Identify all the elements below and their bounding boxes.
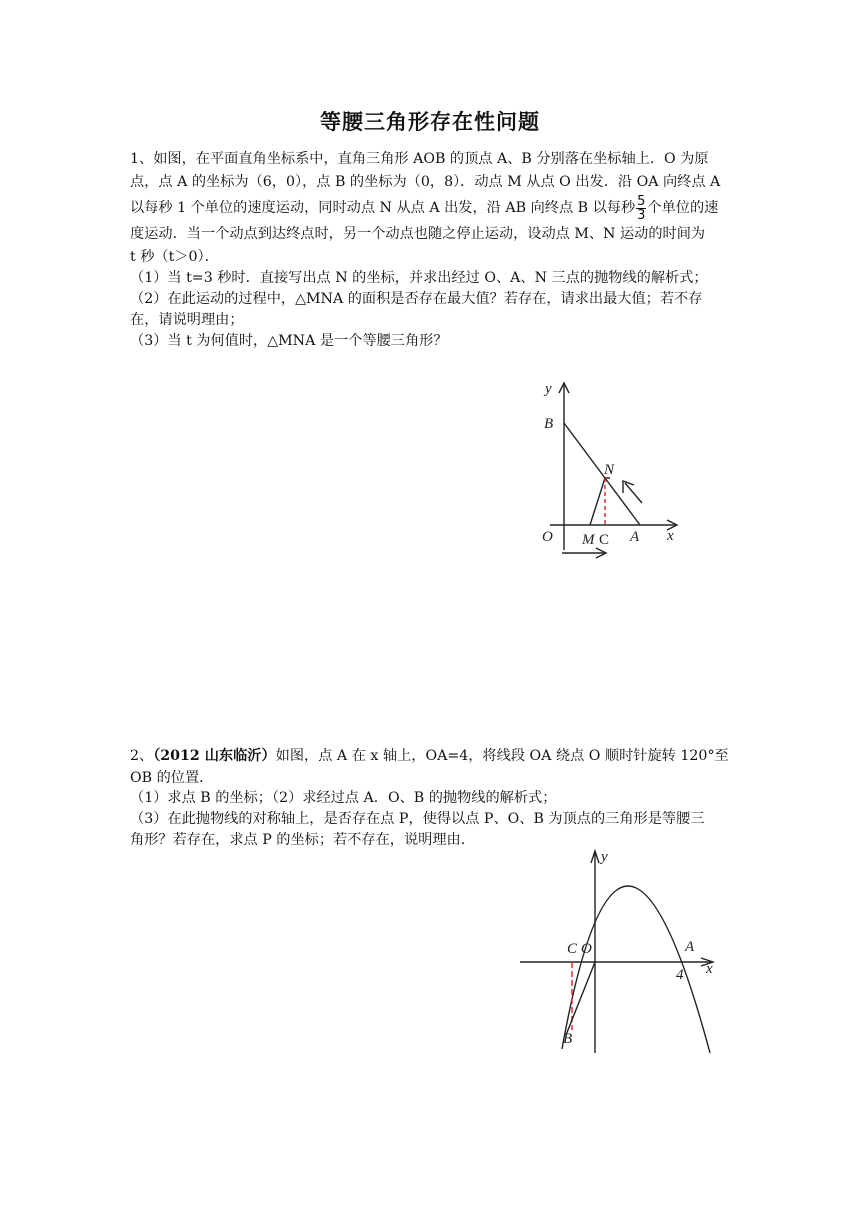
problem-1-line-4: 度运动．当一个动点到达终点时，另一个动点也随之停止运动，设动点 M、N 运动的时间为 [130, 226, 706, 242]
problem-2-intro: 如图，点 A 在 x 轴上，OA=4，将线段 OA 绕点 O 顺时针旋转 120°至 [275, 748, 729, 764]
label-b: B [544, 416, 554, 432]
problem-1-line-3 [130, 193, 740, 223]
label-o: O [581, 941, 592, 957]
problem-2-line-1 [130, 745, 740, 768]
problem-2-source: （2012 山东临沂） [153, 748, 276, 764]
label-x: x [667, 528, 674, 544]
problem-2-question-3: （3）在此抛物线的对称轴上，是否存在点 P，使得以点 P、O、B 为顶点的三角形是等腰三 [130, 810, 705, 827]
segment-mn [590, 478, 605, 525]
problem-1-line-3-before: 以每秒 1 个单位的速度运动，同时动点 N 从点 A 出发，沿 AB 向终点 B 以每秒 [130, 200, 636, 216]
page-title: 等腰三角形存在性问题 [320, 109, 540, 134]
problem-1-line-5: t 秒（t＞0）． [130, 248, 219, 265]
label-a: A [630, 529, 640, 545]
label-c: C [599, 532, 610, 548]
label-n: N [604, 462, 615, 478]
problem-1-line-2: 点，点 A 的坐标为（6，0），点 B 的坐标为（0，8）．动点 M 从点 O 出发．沿 OA 向终点 A [130, 173, 721, 190]
label-c: C [567, 941, 578, 957]
segment-ob [566, 962, 595, 1035]
parabola [562, 886, 710, 1053]
problem-1-question-1: （1）当 t=3 秒时．直接写出点 N 的坐标，并求出经过 O、A、N 三点的抛物线的解析式； [130, 270, 708, 286]
problem-2-question-3-cont: 角形？若存在，求点 P 的坐标；若不存在，说明理由． [130, 831, 475, 848]
problem-1-question-2: （2）在此运动的过程中，△MNA 的面积是否存在最大值？若存在，请求出最大值；若不存 [130, 291, 703, 307]
problem-1-text [130, 148, 740, 352]
problem-1-line-3-after: 个单位的速 [647, 200, 719, 216]
problem-2-line-2: OB 的位置． [130, 769, 214, 786]
n-motion-arrow [625, 483, 642, 503]
fraction-denominator: 3 [637, 207, 646, 223]
problem-1-question-3: （3）当 t 为何值时，△MNA 是一个等腰三角形？ [130, 333, 448, 349]
problem-2-text [130, 745, 740, 851]
label-y: y [545, 381, 552, 397]
segment-ab [564, 423, 640, 525]
label-4: 4 [676, 967, 684, 983]
figure-2 [515, 845, 725, 1060]
speed-fraction [636, 195, 646, 222]
label-x: x [706, 961, 713, 977]
fraction-numerator: 5 [637, 193, 646, 209]
label-a: A [685, 939, 695, 955]
label-o: O [542, 529, 553, 545]
problem-2-question-1-2: （1）求点 B 的坐标；（2）求经过点 A．O、B 的抛物线的解析式； [130, 789, 557, 806]
label-y: y [601, 849, 608, 865]
problem-1-question-2-cont: 在，请说明理由； [130, 312, 244, 328]
problem-1-line-1: 1、如图，在平面直角坐标系中，直角三角形 AOB 的顶点 A、B 分别落在坐标轴上．O 为原 [130, 151, 709, 167]
problem-2-number: 2、 [130, 748, 154, 764]
figure-1 [530, 375, 690, 565]
label-b: B [563, 1031, 573, 1047]
label-m: M [582, 532, 595, 548]
